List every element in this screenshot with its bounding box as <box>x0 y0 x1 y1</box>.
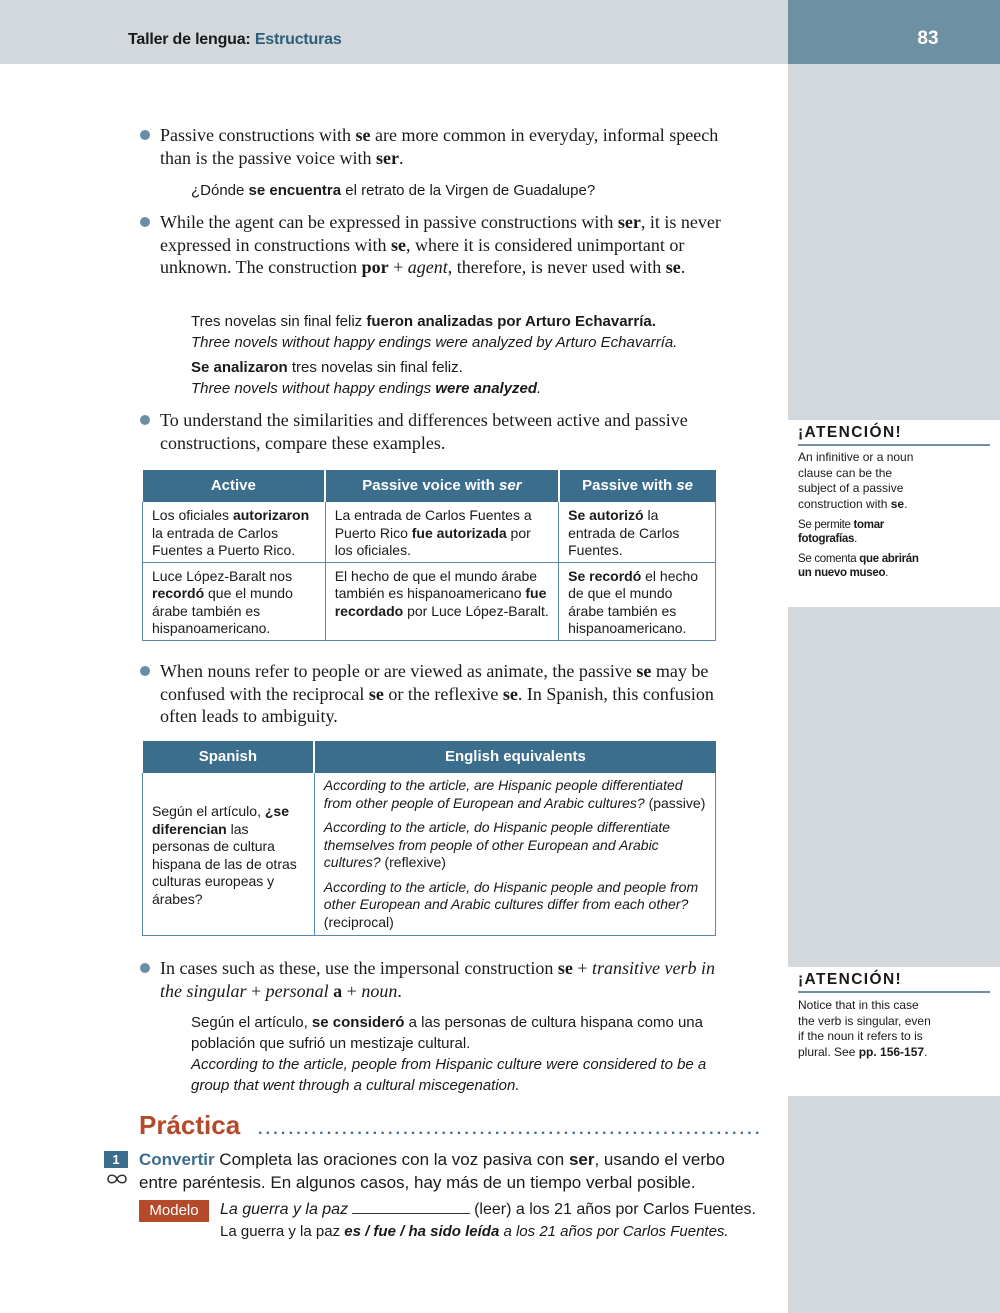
table-cell: El hecho de que el mundo árabe también es hispanoamericano fue recordado por Luce López-Baralt. <box>325 562 558 640</box>
equivalent-reciprocal: According to the article, do Hispanic people and people from other European and Arabic cultures differ from each other? (reciprocal) <box>323 878 699 930</box>
example-line: Tres novelas sin final feliz fueron analizadas por Arturo Echavarría. <box>191 313 656 330</box>
header-spanish: Spanish <box>143 741 315 773</box>
equivalent-reflexive: According to the article, do Hispanic people differentiate themselves from people of other European and Arabic cultures? (reflexive) <box>323 819 671 870</box>
table-cell: Se autorizó la entrada de Carlos Fuentes. <box>559 502 716 562</box>
dotted-rule: .................................................................. <box>258 1121 763 1138</box>
atencion-title: ¡ATENCIÓN! <box>798 971 903 988</box>
table-cell: Se recordó el hecho de que el mundo árabe también es hispanoamericano. <box>559 562 716 640</box>
table-header-row <box>143 470 716 502</box>
bullet-ambiguity: When nouns refer to people or are viewed as animate, the passive se may be confused with the reciprocal se or the reflexive se. In Spanish, this confusion often leads to ambiguity. <box>140 660 730 728</box>
header-active: Active <box>143 470 326 502</box>
section-title: Taller de lengua: Estructuras <box>128 31 342 48</box>
table-cell: Luce López-Baralt nos recordó que el mundo árabe también es hispanoamericano. <box>143 562 326 640</box>
modelo-label: Modelo <box>139 1200 209 1222</box>
header-english: English equivalents <box>314 741 715 773</box>
example-line: Se analizaron tres novelas sin final feliz. <box>191 359 463 376</box>
atencion-box <box>788 967 1000 1096</box>
right-sidebar <box>788 0 1000 1313</box>
table-header-row <box>143 741 716 773</box>
example-translation: Three novels without happy endings were analyzed. <box>191 380 542 397</box>
atencion-box <box>788 420 1000 607</box>
table-row <box>143 502 716 562</box>
activity-title: Convertir <box>139 1150 215 1169</box>
pair-work-icon <box>106 1172 128 1186</box>
comparison-table <box>142 470 716 641</box>
divider <box>798 444 990 446</box>
table-cell: La entrada de Carlos Fuentes a Puerto Rico fue autorizada por los oficiales. <box>325 502 558 562</box>
bullet-agent: While the agent can be expressed in passive constructions with ser, it is never expressed in constructions with se, where it is considered unimportant or unknown. The construction por + agent, therefore, is never used with se. <box>140 211 730 279</box>
atencion-body: Notice that in this case the verb is singular, even if the noun it refers to is plural. See pp. 156-157. <box>798 998 931 1059</box>
divider <box>798 991 990 993</box>
modelo-prompt: La guerra y la paz (leer) a los 21 años por Carlos Fuentes. <box>220 1201 756 1218</box>
modelo-answer: La guerra y la paz es / fue / ha sido leída a los 21 años por Carlos Fuentes. <box>220 1223 729 1240</box>
header-passive-se: Passive with se <box>559 470 716 502</box>
example-line: ¿Dónde se encuentra el retrato de la Virgen de Guadalupe? <box>191 182 596 199</box>
answer-blank <box>352 1212 470 1214</box>
bullet-impersonal: In cases such as these, use the impersonal construction se + transitive verb in the singular + personal a + noun. <box>140 957 730 1002</box>
table-cell: Los oficiales autorizaron la entrada de Carlos Fuentes a Puerto Rico. <box>143 502 326 562</box>
bullet-passive-se: Passive constructions with se are more common in everyday, informal speech than is the passive voice with ser. <box>140 124 730 169</box>
example-line: Según el artículo, se consideró a las personas de cultura hispana como una población que sufrió un mestizaje cultural. <box>191 1014 703 1052</box>
example-block <box>191 311 711 399</box>
table-row <box>143 562 716 640</box>
header-passive-ser: Passive voice with ser <box>325 470 558 502</box>
page-number: 83 <box>917 28 939 49</box>
activity-instruction: Convertir Completa las oraciones con la voz pasiva con ser, usando el verbo entre paréntesis. En algunos casos, hay más de un tiempo verbal posible. <box>139 1150 725 1192</box>
activity-number: 1 <box>104 1151 128 1168</box>
table-cell: Según el artículo, ¿se diferencian las personas de cultura hispana de las de otras culturas europeas y árabes? <box>143 773 315 936</box>
example-block <box>191 1012 711 1096</box>
example-translation: According to the article, people from Hispanic culture were considered to be a group that went through a cultural miscegenation. <box>191 1056 707 1094</box>
page-header <box>0 0 788 64</box>
atencion-title: ¡ATENCIÓN! <box>798 424 903 441</box>
equivalent-passive: According to the article, are Hispanic people differentiated from other people of European and Arabic cultures? (passive) <box>323 777 706 811</box>
bullet-compare: To understand the similarities and differences between active and passive constructions, compare these examples. <box>140 409 730 454</box>
example-translation: Three novels without happy endings were analyzed by Arturo Echavarría. <box>191 334 678 351</box>
ambiguity-table <box>142 741 716 936</box>
table-cell <box>314 773 715 936</box>
atencion-body: An infinitive or a noun clause can be the subject of a passive construction with se. Se permite tomar fotografías. Se comenta que abrirán un nuevo museo. <box>798 450 919 579</box>
table-row <box>143 773 716 936</box>
practica-heading: Práctica <box>139 1110 241 1140</box>
